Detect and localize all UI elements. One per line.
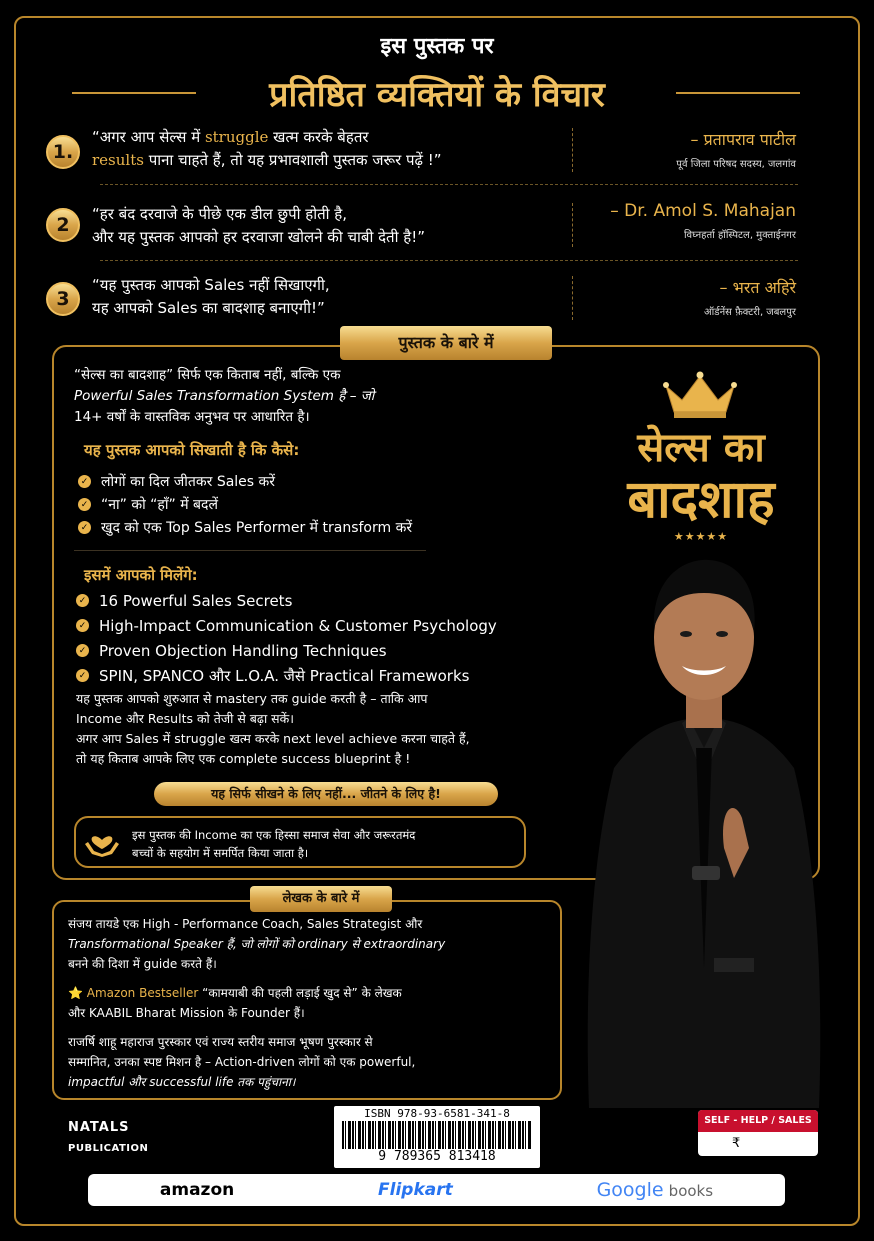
list-item: ✓ Proven Objection Handling Techniques bbox=[76, 638, 546, 663]
about-book-intro: “सेल्स का बादशाह” सिर्फ एक किताब नहीं, बल्कि एक Powerful Sales Transformation System है – जो 14+ वर्षों के वास्तविक अनुभव पर आधारित है। bbox=[74, 367, 375, 425]
isbn-text: ISBN 978-93-6581-341-8 bbox=[364, 1107, 510, 1120]
quote-2-attribution: – Dr. Amol S. Mahajan विघ्नहर्ता हॉस्पिटल, मुक्ताईनगर bbox=[610, 201, 796, 241]
barcode bbox=[334, 1106, 540, 1168]
quote-3-text: “यह पुस्तक आपको Sales नहीं सिखाएगी, यह आपको Sales का बादशाह बनाएगी!” bbox=[92, 276, 330, 317]
amazon-logo[interactable]: amazon bbox=[159, 1180, 235, 1200]
list-item: ✓ High-Impact Communication & Customer Psychology bbox=[76, 613, 546, 638]
author-portrait bbox=[574, 548, 834, 1108]
check-icon: ✓ bbox=[78, 498, 91, 511]
list-item: ✓ 16 Powerful Sales Secrets bbox=[76, 588, 546, 613]
header-subtitle: इस पुस्तक पर bbox=[380, 34, 494, 59]
heart-hands-icon bbox=[82, 824, 122, 860]
teach-list bbox=[78, 470, 498, 539]
store-bar bbox=[88, 1174, 785, 1206]
barcode-digits: 9 789365 813418 bbox=[378, 1149, 496, 1164]
charity-text: इस पुस्तक की Income का एक हिस्सा समाज सेवा और जरूरतमंद बच्चों के सहयोग में समर्पित किया जाता है। bbox=[132, 828, 416, 860]
check-icon: ✓ bbox=[76, 669, 89, 682]
publisher-logo: NATALS bbox=[68, 1120, 130, 1135]
crown-icon bbox=[660, 370, 740, 420]
quote-number-2: 2 bbox=[46, 208, 80, 242]
list-item: ✓ लोगों का दिल जीतकर Sales करें bbox=[78, 470, 498, 493]
publisher-name: PUBLICATION bbox=[68, 1143, 149, 1154]
quote-1-text: “अगर आप सेल्स में struggle खत्म करके बेहतर results पाना चाहते हैं, तो यह प्रभावशाली पुस्तक जरूर पढ़ें !” bbox=[92, 128, 442, 169]
motto-banner: यह सिर्फ सीखने के लिए नहीं... जीतने के लिए है! bbox=[154, 782, 498, 806]
check-icon: ✓ bbox=[78, 521, 91, 534]
quote-3-attribution: – भरत अहिरे ऑर्डनेंस फ़ैक्टरी, जबलपुर bbox=[704, 278, 796, 318]
book-title-stars: ★★★★★ bbox=[673, 530, 729, 543]
quote-number-3: 3 bbox=[46, 282, 80, 316]
flipkart-logo[interactable]: Flipkart bbox=[378, 1180, 453, 1200]
get-list bbox=[76, 588, 546, 688]
check-icon: ✓ bbox=[76, 594, 89, 607]
header-title: प्रतिष्ठित व्यक्तियों के विचार bbox=[269, 75, 605, 115]
quote-number-1: 1. bbox=[46, 135, 80, 169]
get-heading: इसमें आपको मिलेंगे: bbox=[84, 566, 198, 584]
list-item: ✓ “ना” को “हाँ” में बदलें bbox=[78, 493, 498, 516]
quote-1-attribution: – प्रतापराव पाटील पूर्व जिला परिषद सदस्य, जलगांव bbox=[676, 130, 796, 170]
about-author-text: संजय तायडे एक High - Performance Coach, Sales Strategist और Transformational Speaker हैं, जो लोगों को ordinary से extraordinary बनने की दिशा में guide करते हैं। ⭐ Amazon Bestseller “कामयाबी की पहली लड़ाई खुद से” के लेखक और KAABIL Bharat Mission के Founder हैं। राजर्षि शाहू महाराज पुरस्कार एवं राज्य स्तरीय समाज भूषण पुरस्कार से सम्मानित, उनका स्पष्ट मिशन है – Action-driven लोगों को एक powerful, impactful और successful life तक पहुंचाना। bbox=[68, 917, 446, 1089]
check-icon: ✓ bbox=[76, 619, 89, 632]
category-label: SELF - HELP / SALES bbox=[698, 1110, 818, 1132]
barcode-bars bbox=[342, 1121, 532, 1149]
book-title-line2: बादशाह bbox=[627, 470, 775, 530]
about-book-tag: पुस्तक के बारे में bbox=[340, 326, 552, 360]
quote-2-text: “हर बंद दरवाजे के पीछे एक डील छुपी होती है, और यह पुस्तक आपको हर दरवाजा खोलने की चाबी देती है!” bbox=[92, 205, 426, 246]
about-author-tag: लेखक के बारे में bbox=[250, 886, 392, 912]
check-icon: ✓ bbox=[76, 644, 89, 657]
about-book-paragraph: यह पुस्तक आपको शुरुआत से mastery तक guide करती है – ताकि आप Income और Results को तेजी से बढ़ा सकें। अगर आप Sales में struggle खत्म करके next level achieve करना चाहते हैं, तो यह किताब आपके लिए एक complete success blueprint है ! bbox=[76, 691, 470, 766]
book-title-line1: सेल्स का bbox=[637, 425, 765, 471]
list-item: ✓ SPIN, SPANCO और L.O.A. जैसे Practical Frameworks bbox=[76, 663, 546, 688]
price-box bbox=[698, 1110, 818, 1156]
google-books-logo[interactable]: Google books bbox=[596, 1179, 714, 1201]
teach-heading: यह पुस्तक आपको सिखाती है कि कैसे: bbox=[84, 441, 300, 459]
check-icon: ✓ bbox=[78, 475, 91, 488]
list-item: ✓ खुद को एक Top Sales Performer में transform करें bbox=[78, 516, 498, 539]
price-label: ₹ bbox=[732, 1136, 741, 1151]
star-icon: ⭐ bbox=[68, 986, 83, 1000]
